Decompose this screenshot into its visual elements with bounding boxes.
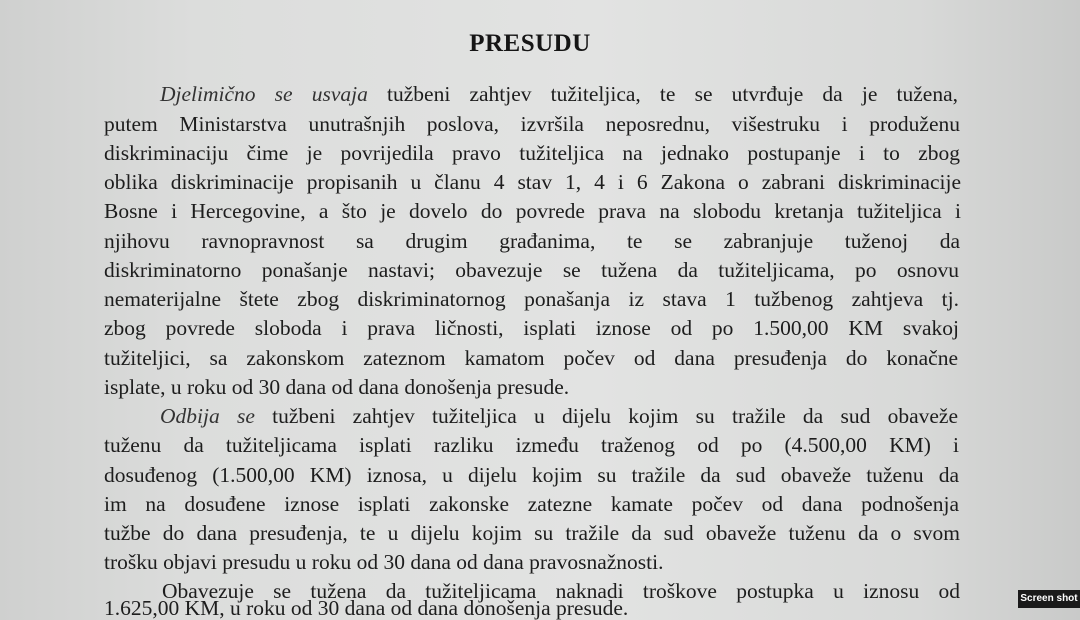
document-line: trošku objavi presudu u roku od 30 dana od dana pravosnažnosti. — [104, 550, 664, 574]
document-line: Obavezuje se tužena da tužiteljicama naknadi troškove postupka u iznosu od — [162, 579, 960, 603]
document-line — [160, 84, 958, 106]
document-line: Bosne i Hercegovine, a što je dovelo do povrede prava na slobodu kretanja tužiteljica i — [104, 199, 961, 223]
document-line — [160, 406, 958, 428]
italic-phrase: Djelimično se usvaja — [160, 82, 368, 106]
document-line: dosuđenog (1.500,00 KM) iznosa, u dijelu kojim su tražile da sud obaveže tuženu da — [104, 463, 959, 487]
document-line: nematerijalne štete zbog diskriminatornog ponašanja iz stava 1 tužbenog zahtjeva tj. — [104, 287, 959, 311]
document-line: isplate, u roku od 30 dana od dana donošenja presude. — [104, 375, 570, 399]
screenshot-badge: Screen shot — [1018, 590, 1080, 608]
document-line: njihovu ravnopravnost sa drugim građanima, te se zabranjuje tuženoj da — [104, 229, 960, 253]
document-line: diskriminaciju čime je povrijedila pravo tužiteljica na jednako postupanje i to zbog — [104, 141, 960, 165]
document-line: zbog povrede sloboda i prava ličnosti, isplati iznose od po 1.500,00 KM svakoj — [104, 316, 959, 340]
italic-phrase: Odbija se — [160, 404, 255, 428]
document-line: tuženu da tužiteljicama isplati razliku između traženog od po (4.500,00 KM) i — [104, 433, 959, 457]
document-line: tužbe do dana presuđenja, te u dijelu kojim su tražile da sud obaveže tuženu da o svom — [104, 521, 960, 545]
document-line: im na dosuđene iznose isplati zakonske zatezne kamate počev od dana podnošenja — [104, 492, 959, 516]
document-line: diskriminatorno ponašanje nastavi; obavezuje se tužena da tužiteljicama, po osnovu — [104, 258, 959, 282]
document-line: tužiteljici, sa zakonskom zateznom kamatom počev od dana presuđenja do konačne — [104, 346, 958, 370]
document-line: putem Ministarstva unutrašnjih poslova, izvršila neposrednu, višestruku i produženu — [104, 112, 960, 136]
line-text: tužbeni zahtjev tužiteljica, te se utvrđuje da je tužena, — [387, 82, 959, 106]
document-line-cut: 1.625,00 KM, u roku od 30 dana od dana donošenja presude. — [104, 596, 629, 620]
line-text: tužbeni zahtjev tužiteljica u dijelu kojim su tražile da sud obaveže — [272, 404, 958, 428]
document-title: PRESUDU — [469, 30, 591, 57]
document-line: oblika diskriminacije propisanih u članu 4 stav 1, 4 i 6 Zakona o zabrani diskriminacije — [104, 170, 961, 194]
